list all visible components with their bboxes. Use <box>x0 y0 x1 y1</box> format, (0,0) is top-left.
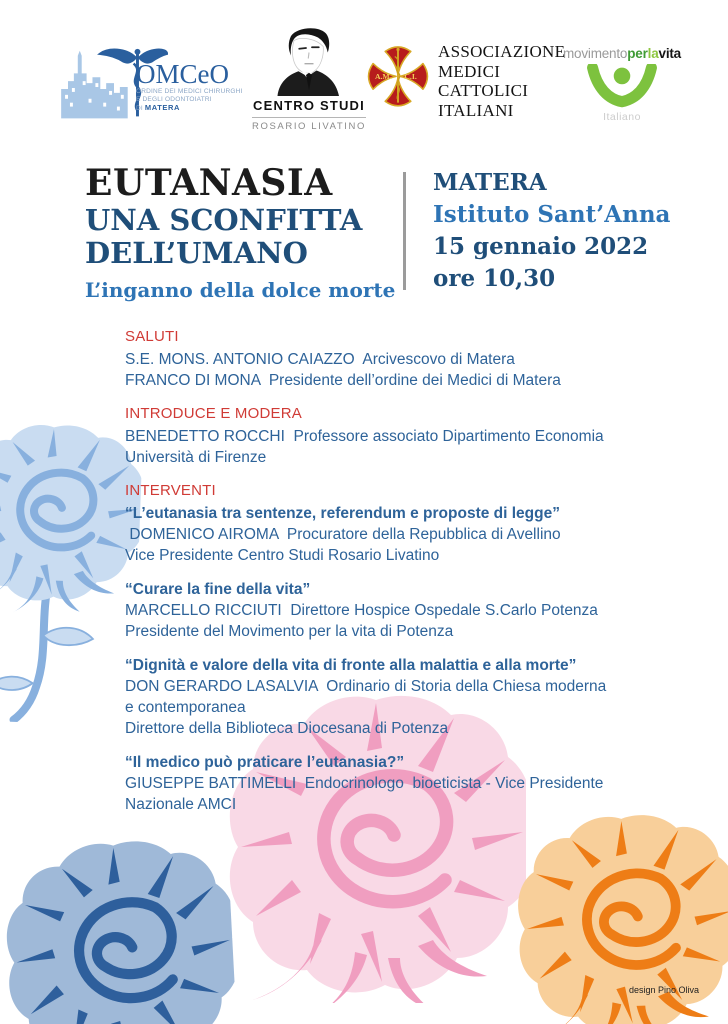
design-credit: design Pino Oliva <box>629 985 700 995</box>
talk-title: “Curare la fine della vita” <box>125 581 311 598</box>
omceo-subline: ORDINE DEI MEDICI CHIRURGHI <box>136 88 243 95</box>
movimento-per-la-vita-logo <box>552 46 692 123</box>
centro-studi-title: CENTRO STUDI <box>253 98 365 113</box>
event-venue: Istituto Sant’Anna <box>433 201 671 228</box>
rosario-livatino-portrait-icon <box>270 24 348 96</box>
event-info <box>433 167 670 295</box>
program-line: DON GERARDO LASALVIA Ordinario di Storia della Chiesa moderna <box>125 678 607 695</box>
program-block <box>125 327 635 391</box>
section-header: INTERVENTI <box>125 482 216 499</box>
program-line: S.E. MONS. ANTONIO CAIAZZO Arcivescovo di Matera <box>125 351 515 368</box>
program-block <box>125 404 635 468</box>
vertical-divider <box>403 172 406 290</box>
program-line: Presidente del Movimento per la vita di Potenza <box>125 623 454 640</box>
program-line: GIUSEPPE BATTIMELLI Endocrinologo bioeticista - Vice Presidente <box>125 775 604 792</box>
program-line: Nazionale AMCI <box>125 796 237 813</box>
mpv-country-label: Italiano <box>603 111 641 123</box>
centro-studi-divider <box>252 117 366 118</box>
program-block <box>125 655 635 739</box>
amci-name-line: MEDICI <box>438 61 501 81</box>
program <box>125 327 635 828</box>
omceo-acronym: OMCeO <box>136 59 229 89</box>
program-line: Direttore della Biblioteca Diocesana di Potenza <box>125 720 449 737</box>
omceo-subline: E DEGLI ODONTOIATRI <box>136 96 212 103</box>
event-date: 15 gennaio 2022 <box>433 233 649 260</box>
amci-badge-right: C.I. <box>404 71 417 81</box>
amci-logo <box>366 40 565 120</box>
amci-cross-icon <box>366 40 430 114</box>
program-block <box>125 579 635 642</box>
title-block <box>85 163 395 302</box>
amci-name <box>438 40 565 120</box>
omceo-logo <box>60 40 245 136</box>
talk-title: “Dignità e valore della vita di fronte alla malattia e alla morte” <box>125 657 577 674</box>
centro-studi-subtitle: ROSARIO LIVATINO <box>252 121 366 132</box>
program-line: FRANCO DI MONA Presidente dell’ordine dei Medici di Matera <box>125 372 561 389</box>
amci-badge-left: A.M. <box>374 71 392 81</box>
event-city: MATERA <box>433 169 547 196</box>
amci-name-line: CATTOLICI <box>438 81 529 100</box>
poster-title-line2: UNA SCONFITTA <box>85 203 363 237</box>
amci-name-line: ITALIANI <box>438 100 514 120</box>
poster-title-line3: DELL’UMANO <box>85 236 308 270</box>
section-header: SALUTI <box>125 328 179 345</box>
program-line: Vice Presidente Centro Studi Rosario Livatino <box>125 547 440 564</box>
rose-steel-blue-illustration <box>0 830 239 1024</box>
program-block <box>125 752 635 815</box>
program-block <box>125 481 635 566</box>
program-line: Università di Firenze <box>125 449 267 466</box>
program-line: BENEDETTO ROCCHI Professore associato Dipartimento Economia <box>125 428 604 445</box>
event-time: ore 10,30 <box>433 265 556 292</box>
poster-subtitle: L’inganno della dolce morte <box>85 278 396 302</box>
section-header: INTRODUCE E MODERA <box>125 405 302 422</box>
program-line: DOMENICO AIROMA Procuratore della Repubblica di Avellino <box>125 526 561 543</box>
program-line: MARCELLO RICCIUTI Direttore Hospice Ospedale S.Carlo Potenza <box>125 602 598 619</box>
mpv-wordmark: movimentoperlavita <box>563 46 681 61</box>
talk-title: “L’eutanasia tra sentenze, referendum e proposte di legge” <box>125 505 560 522</box>
omceo-subline: DI MATERA <box>136 103 181 112</box>
centro-studi-logo <box>250 24 368 132</box>
talk-title: “Il medico può praticare l’eutanasia?” <box>125 754 405 771</box>
amci-name-line: ASSOCIAZIONE <box>438 42 566 61</box>
program-line: e contemporanea <box>125 699 246 716</box>
mpv-person-icon <box>586 64 658 110</box>
poster-title: EUTANASIA <box>85 162 333 204</box>
rose-pale-blue-illustration <box>0 417 143 726</box>
